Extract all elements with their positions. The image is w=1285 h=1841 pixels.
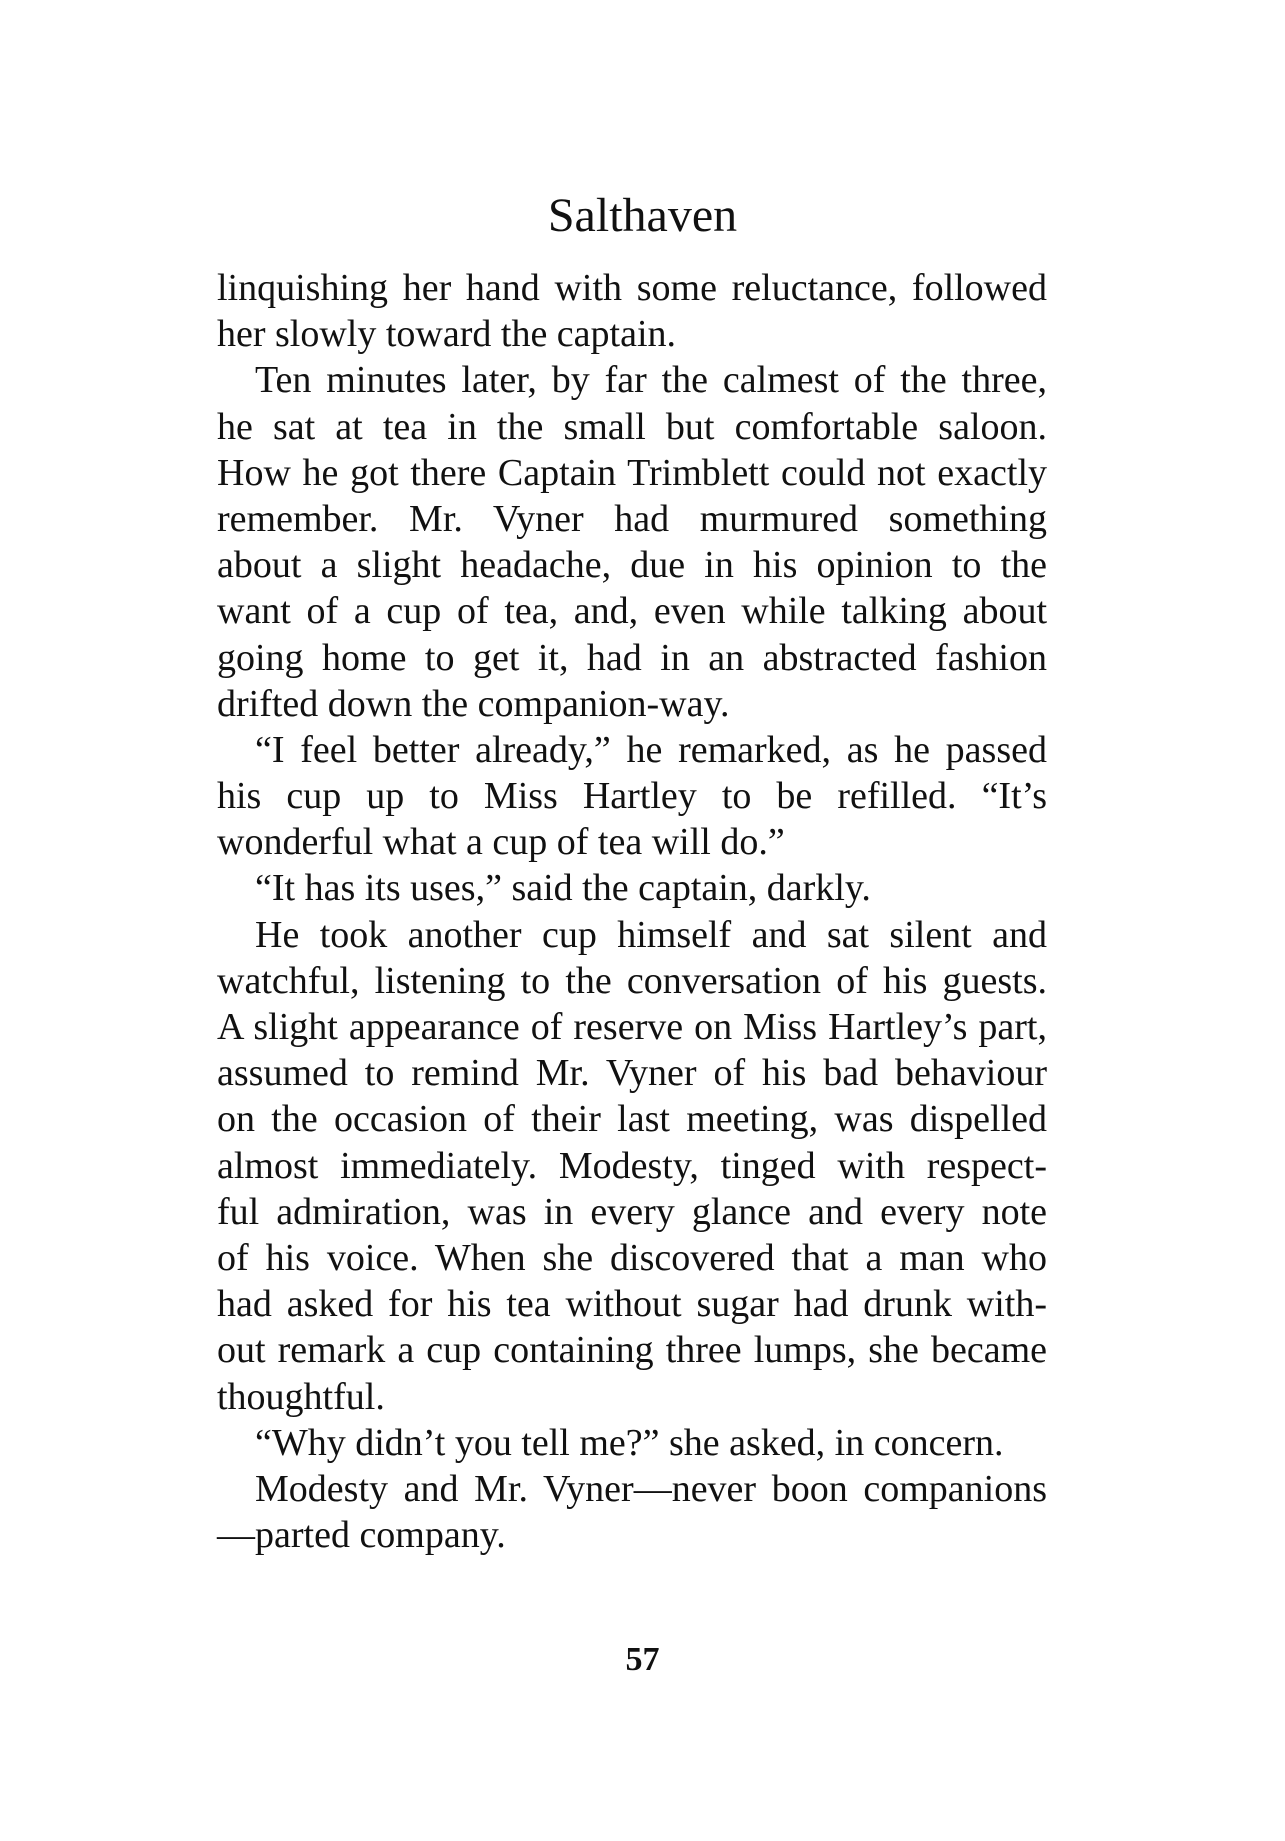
text-line: her slowly toward the captain. bbox=[217, 313, 677, 356]
page-number: 57 bbox=[625, 1641, 660, 1678]
text-line: He took another cup himself and sat silent and bbox=[255, 913, 1047, 956]
text-line: of his voice. When she discovered that a man who bbox=[217, 1236, 1047, 1279]
text-line: he sat at tea in the small but comfortable saloon. bbox=[217, 405, 1047, 448]
text-line: remember. Mr. Vyner had murmured something bbox=[217, 497, 1047, 540]
text-line: “Why didn’t you tell me?” she asked, in concern. bbox=[255, 1421, 1004, 1464]
text-line: drifted down the companion-way. bbox=[217, 682, 730, 725]
text-line: almost immediately. Modesty, tinged with respect- bbox=[217, 1144, 1047, 1187]
text-line: “It has its uses,” said the captain, darkly. bbox=[255, 867, 871, 910]
text-line: Modesty and Mr. Vyner—never boon companions bbox=[255, 1467, 1047, 1510]
text-line: out remark a cup containing three lumps, she became bbox=[217, 1329, 1047, 1372]
text-line: —parted company. bbox=[217, 1514, 506, 1557]
text-line: going home to get it, had in an abstracted fashion bbox=[217, 636, 1047, 679]
text-line: want of a cup of tea, and, even while talking about bbox=[217, 590, 1047, 633]
text-line: on the occasion of their last meeting, was dispelled bbox=[217, 1098, 1047, 1141]
text-line: linquishing her hand with some reluctance, followed bbox=[217, 267, 1047, 309]
text-line: Ten minutes later, by far the calmest of the three, bbox=[255, 359, 1047, 402]
text-line: about a slight headache, due in his opinion to the bbox=[217, 544, 1047, 587]
text-line: A slight appearance of reserve on Miss Hartley’s part, bbox=[217, 1006, 1047, 1048]
text-line: How he got there Captain Trimblett could not exactly bbox=[217, 451, 1047, 494]
text-line: had asked for his tea without sugar had drunk with- bbox=[217, 1283, 1047, 1326]
text-line: “I feel better already,” he remarked, as he passed bbox=[255, 728, 1047, 771]
text-line: assumed to remind Mr. Vyner of his bad behaviour bbox=[217, 1052, 1047, 1095]
text-line: his cup up to Miss Hartley to be refilled. “It’s bbox=[217, 775, 1047, 818]
text-line: wonderful what a cup of tea will do.” bbox=[217, 821, 785, 864]
text-line: thoughtful. bbox=[217, 1375, 385, 1418]
text-line: ful admiration, was in every glance and every note bbox=[217, 1190, 1047, 1233]
body-text bbox=[217, 265, 1047, 1558]
text-line: watchful, listening to the conversation of his guests. bbox=[217, 959, 1047, 1002]
running-head: Salthaven bbox=[547, 189, 738, 242]
